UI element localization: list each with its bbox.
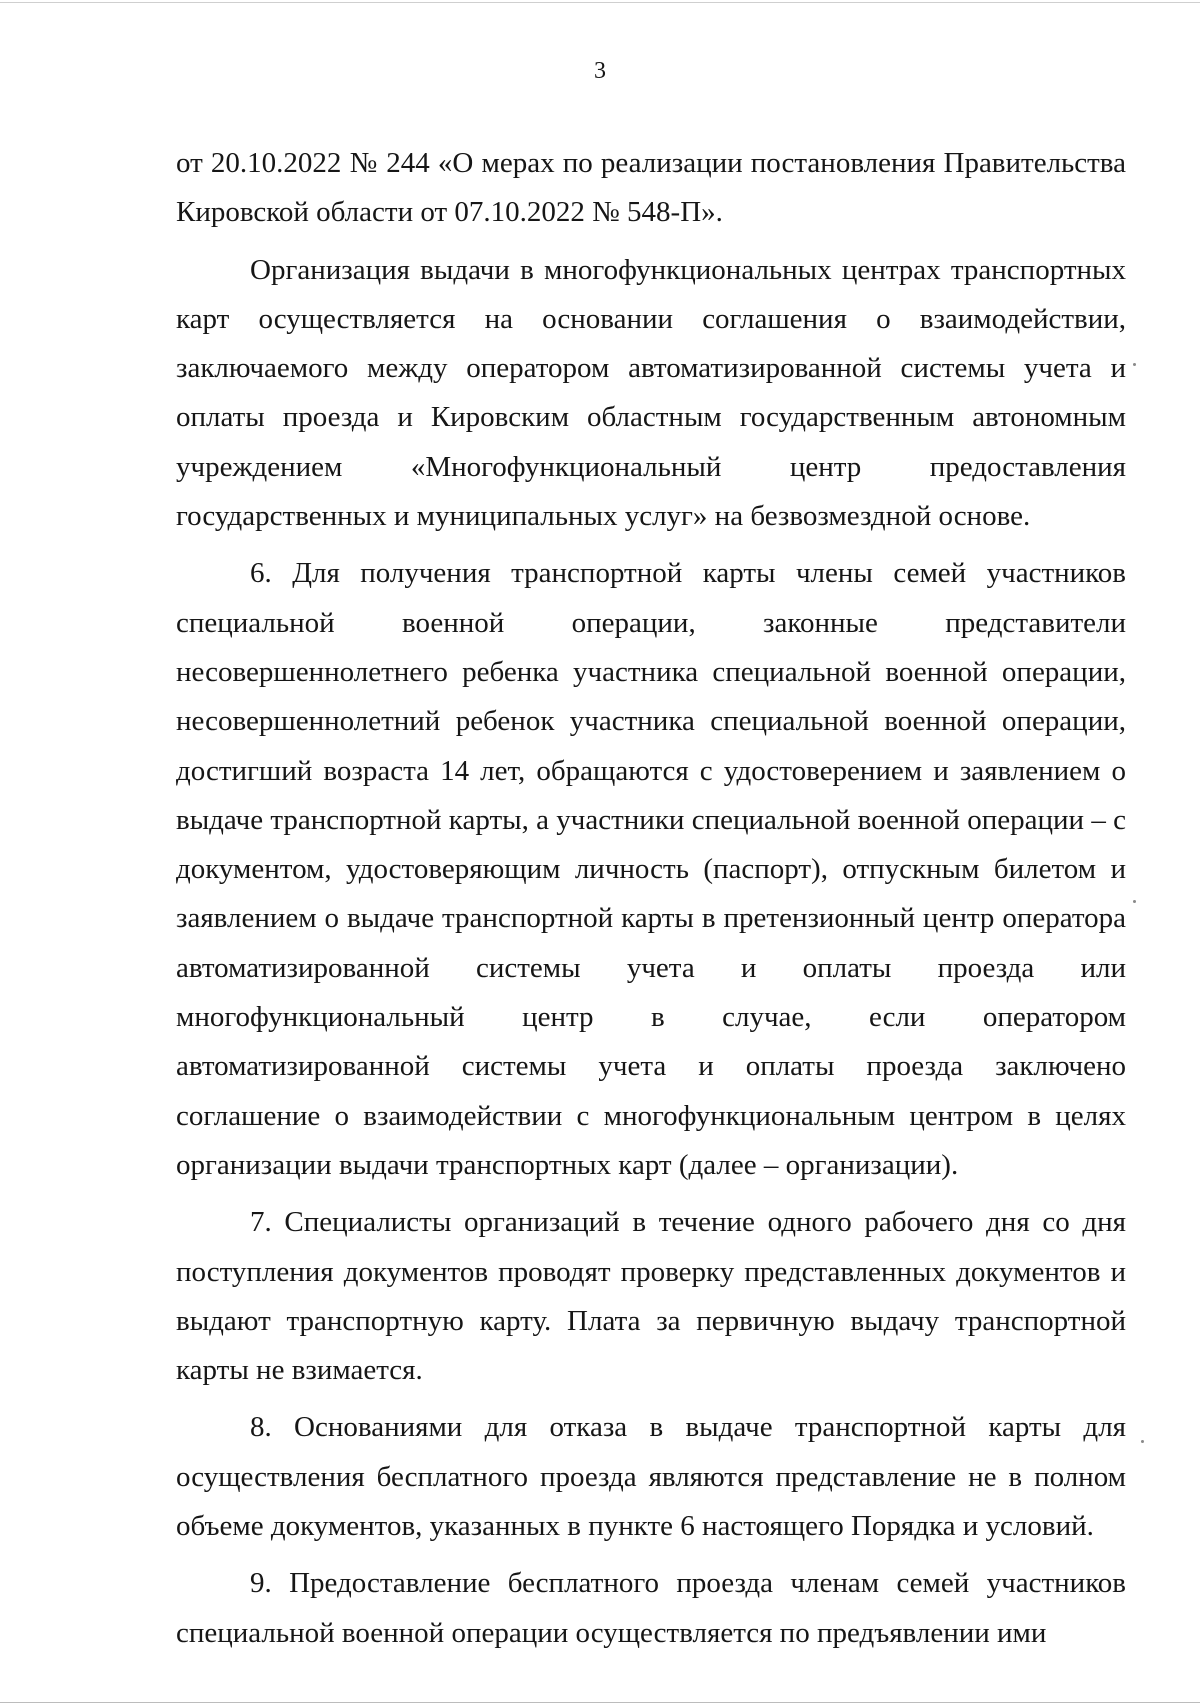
scan-edge-bottom: [0, 1702, 1200, 1703]
scan-speck: [1133, 900, 1136, 903]
paragraph-continuation: от 20.10.2022 № 244 «О мерах по реализации постановления Правительства Кировской области от 07.10.2022 № 548-П».: [176, 147, 1126, 229]
document-body: [176, 139, 1126, 1658]
paragraph-item-8: 8. Основаниями для отказа в выдаче транспортной карты для осуществления бесплатного проезда являются представление не в полном объеме документов, указанных в пункте 6 настоящего Порядка и условий.: [176, 1411, 1126, 1543]
scan-speck: [1133, 363, 1136, 366]
paragraph-item-7: 7. Специалисты организаций в течение одного рабочего дня со дня поступления документов проводят проверку представленных документов и выдают транспортную карту. Плата за первичную выдачу транспортной карты не взимается.: [176, 1206, 1126, 1387]
paragraph-organization: Организация выдачи в многофункциональных центрах транспортных карт осуществляется на основании соглашения о взаимодействии, заключаемого между оператором автоматизированной системы учета и оплаты проезда и Кировским областным государственным автономным учреждением «Многофункциональный центр предоставления государственных и муниципальных услуг» на безвозмездной основе.: [176, 253, 1126, 533]
paragraph-item-6: 6. Для получения транспортной карты члены семей участников специальной военной операции, законные представители несовершеннолетнего ребенка участника специальной военной операции, несовершеннолетний ребенок участника специальной военной операции, достигший возраста 14 лет, обращаются с удостоверением и заявлением о выдаче транспортной карты, а участники специальной военной операции – с документом, удостоверяющим личность (паспорт), отпускным билетом и заявлением о выдаче транспортной карты в претензионный центр оператора автоматизированной системы учета и оплаты проезда или многофункциональный центр в случае, если оператором автоматизированной системы учета и оплаты проезда заключено соглашение о взаимодействии с многофункциональным центром в целях организации выдачи транспортных карт (далее – организации).: [176, 557, 1126, 1181]
scan-speck: [1141, 1440, 1144, 1443]
page-number: 3: [594, 58, 606, 84]
paragraph-item-9: 9. Предоставление бесплатного проезда членам семей участников специальной военной операции осуществляется по предъявлении ими: [176, 1567, 1126, 1649]
scan-edge-top: [0, 2, 1200, 3]
